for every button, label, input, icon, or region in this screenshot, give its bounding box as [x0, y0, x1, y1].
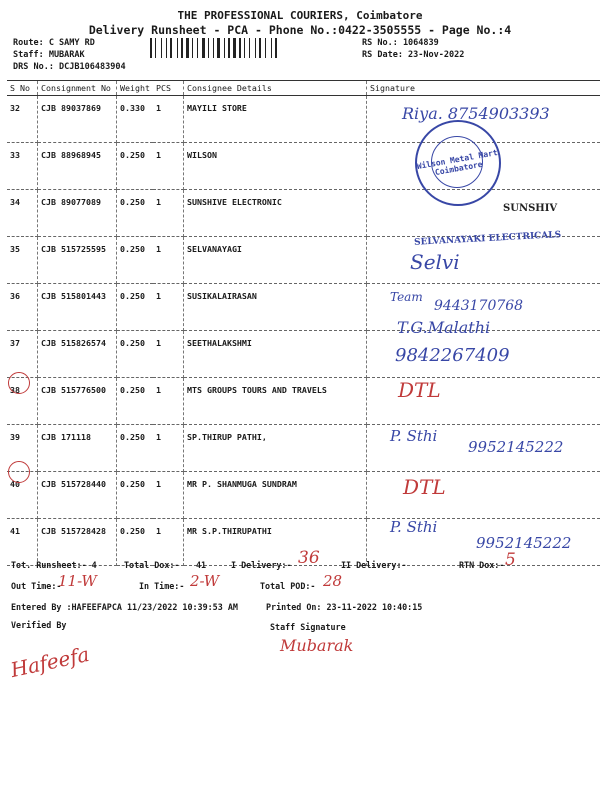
cell-sno: 41 — [7, 519, 38, 566]
cell-sno: 36 — [7, 284, 38, 331]
in-time-value: 2-W — [190, 572, 220, 590]
cell-sno: 37 — [7, 331, 38, 378]
cell-consignee: WILSON — [183, 143, 366, 190]
sheet-subtitle: Delivery Runsheet - PCA - Phone No.:0422-3505555 - Page No.:4 — [88, 23, 512, 37]
cell-pcs: 1 — [153, 425, 184, 472]
tot-runsheet: Tot. Runsheet:- 4 — [11, 560, 97, 570]
cell-sno: 35 — [7, 237, 38, 284]
rtn-dox-value: 5 — [505, 550, 516, 570]
out-time-label: Out Time:- — [11, 581, 62, 591]
cell-consignment-no: CJB 515725595 — [38, 237, 117, 284]
signature-row-37: T.G.Malathi — [397, 318, 491, 337]
rs-no: RS No.: 1064839 — [362, 38, 439, 48]
cell-weight: 0.250 — [117, 190, 153, 237]
cell-weight: 0.250 — [117, 519, 153, 566]
cell-sno: 33 — [7, 143, 38, 190]
table-row — [7, 472, 600, 519]
entered-by: Entered By :HAFEEFAPCA 11/23/2022 10:39:53 AM — [11, 602, 238, 612]
runsheet-table — [7, 80, 600, 566]
route: Route: C SAMY RD — [13, 38, 95, 48]
cell-sno: 38 — [7, 378, 38, 425]
cell-weight: 0.250 — [117, 425, 153, 472]
dtl-mark-row-40: DTL — [403, 475, 446, 499]
col-sno: S No — [7, 81, 38, 96]
row-40-circle — [8, 461, 30, 483]
table-row — [7, 143, 600, 190]
cell-weight: 0.330 — [117, 96, 153, 143]
verified-by-label: Verified By — [11, 620, 67, 630]
out-time-value: 11-W — [58, 572, 97, 590]
rtn-dox-label: RTN Dox:- — [459, 560, 505, 570]
cell-pcs: 1 — [153, 284, 184, 331]
cell-consignment-no: CJB 89037869 — [38, 96, 117, 143]
cell-consignee: SELVANAYAGI — [183, 237, 366, 284]
cell-consignment-no: CJB 515776500 — [38, 378, 117, 425]
total-pod-value: 28 — [323, 572, 343, 590]
cell-sno: 39 — [7, 425, 38, 472]
cell-consignee: SUSIKALAIRASAN — [183, 284, 366, 331]
cell-pcs: 1 — [153, 190, 184, 237]
cell-consignee: SEETHALAKSHMI — [183, 331, 366, 378]
total-dox-value: 41 — [196, 560, 207, 570]
in-time-label: In Time:- — [139, 581, 185, 591]
cell-weight: 0.250 — [117, 472, 153, 519]
sheet-title: THE PROFESSIONAL COURIERS, Coimbatore — [177, 9, 423, 22]
cell-pcs: 1 — [153, 472, 184, 519]
cell-consignment-no: CJB 88968945 — [38, 143, 117, 190]
cell-consignment-no: CJB 89077089 — [38, 190, 117, 237]
signature-row-32: Riya. 8754903393 — [402, 104, 550, 123]
table-row — [7, 331, 600, 378]
cell-pcs: 1 — [153, 96, 184, 143]
cell-pcs: 1 — [153, 378, 184, 425]
dtl-mark-row-38: DTL — [398, 378, 441, 402]
signature-row-35: Selvi — [410, 250, 460, 274]
stamp-text: Wilson Metal Mart Coimbatore — [416, 148, 499, 178]
cell-weight: 0.250 — [117, 378, 153, 425]
cell-consignee: MAYILI STORE — [183, 96, 366, 143]
table-header — [7, 81, 600, 96]
phone-row-36: 9443170768 — [434, 298, 524, 314]
cell-consignee: MTS GROUPS TOURS AND TRAVELS — [183, 378, 366, 425]
staff: Staff: MUBARAK — [13, 50, 85, 60]
cell-weight: 0.250 — [117, 237, 153, 284]
ii-delivery-label: II Delivery:- — [341, 560, 407, 570]
printed-on: Printed On: 23-11-2022 10:40:15 — [266, 602, 423, 612]
cell-consignee: MR S.P.THIRUPATHI — [183, 519, 366, 566]
rs-date: RS Date: 23-Nov-2022 — [362, 50, 465, 60]
barcode-icon — [150, 38, 355, 58]
cell-consignee: SP.THIRUP PATHI, — [183, 425, 366, 472]
cell-pcs: 1 — [153, 237, 184, 284]
col-pcs: PCS — [153, 81, 184, 96]
phone-row-41: 9952145222 — [476, 534, 572, 552]
col-signature: Signature — [366, 81, 600, 96]
i-delivery-label: I Delivery:- — [231, 560, 292, 570]
cell-consignment-no: CJB 171118 — [38, 425, 117, 472]
cell-consignment-no: CJB 515728428 — [38, 519, 117, 566]
signature-row-41: P. Sthi — [390, 518, 438, 536]
cell-pcs: 1 — [153, 143, 184, 190]
cell-sno: 34 — [7, 190, 38, 237]
verified-signature: Hafeefa — [8, 641, 92, 683]
drs-no: DRS No.: DCJB106483904 — [13, 62, 126, 72]
col-weight: Weight — [117, 81, 153, 96]
total-dox-label: Total Dox:- — [124, 560, 180, 570]
cell-signature — [366, 472, 600, 519]
cell-consignee: MR P. SHANMUGA SUNDRAM — [183, 472, 366, 519]
staff-signature: Mubarak — [280, 636, 354, 655]
phone-row-39: 9952145222 — [468, 438, 564, 456]
col-consignee: Consignee Details — [183, 81, 366, 96]
sunshiv-stamp: SUNSHIV — [503, 203, 558, 214]
cell-weight: 0.250 — [117, 143, 153, 190]
cell-pcs: 1 — [153, 331, 184, 378]
i-delivery-value: 36 — [298, 548, 320, 568]
signature-row-36: Team — [390, 290, 423, 304]
total-pod-label: Total POD:- — [260, 581, 316, 591]
signature-row-39: P. Sthi — [390, 427, 438, 445]
cell-sno: 40 — [7, 472, 38, 519]
cell-consignment-no: CJB 515801443 — [38, 284, 117, 331]
cell-pcs: 1 — [153, 519, 184, 566]
cell-consignment-no: CJB 515728440 — [38, 472, 117, 519]
row-38-circle — [8, 372, 30, 394]
table-row — [7, 378, 600, 425]
selvanayaki-stamp: SELVANAYAKI ELECTRICALS — [413, 230, 562, 248]
cell-weight: 0.250 — [117, 284, 153, 331]
staff-signature-label: Staff Signature — [270, 622, 346, 632]
table-row — [7, 237, 600, 284]
col-consignment: Consignment No — [38, 81, 117, 96]
wilson-stamp — [415, 120, 501, 206]
cell-weight: 0.250 — [117, 331, 153, 378]
cell-consignment-no: CJB 515826574 — [38, 331, 117, 378]
phone-row-37: 9842267409 — [395, 345, 510, 366]
cell-consignee: SUNSHIVE ELECTRONIC — [183, 190, 366, 237]
cell-sno: 32 — [7, 96, 38, 143]
